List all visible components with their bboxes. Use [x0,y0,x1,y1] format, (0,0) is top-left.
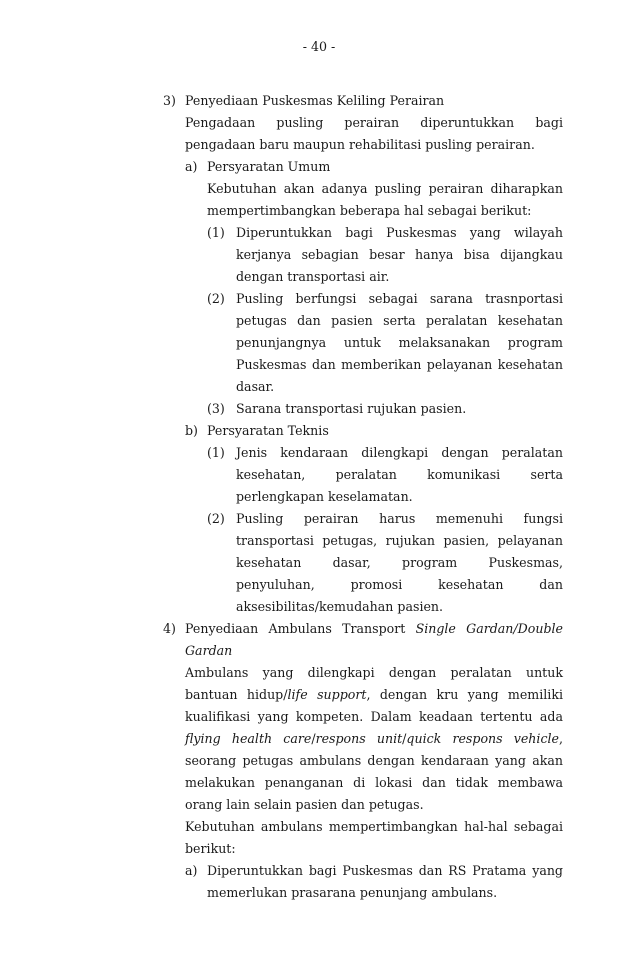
section-3a-heading [0,156,638,178]
section-4-title [185,618,563,662]
section-4-paragraph-1 [0,662,638,816]
list-item-number: (2) [207,291,225,306]
list-item [0,288,638,398]
section-3b-number: b) [185,423,198,438]
section-3-title: Penyediaan Puskesmas Keliling Perairan [185,93,445,108]
italic-term: flying health care [185,731,312,746]
list-item [0,442,638,508]
text-run: Ambulans yang dilengkapi dengan peralatan untuk bantuan hidup/ [185,665,563,702]
list-item [0,222,638,288]
section-4-heading [0,618,638,662]
list-item-number: (1) [207,225,225,240]
text-run: / [311,731,316,746]
section-3a-number: a) [185,159,198,174]
list-item-text: Diperuntukkan bagi Puskesmas dan RS Pratama yang memerlukan prasarana penunjang ambulans. [207,863,563,900]
list-item [0,508,638,618]
italic-term: quick respons vehicle [406,731,559,746]
section-3b-heading [0,420,638,442]
section-4-title-text: Penyediaan Ambulans Transport [185,621,416,636]
section-4-paragraph-2: Kebutuhan ambulans mempertimbangkan hal-hal sebagai berikut: [185,819,563,856]
list-item-text: Diperuntukkan bagi Puskesmas yang wilayah kerjanya sebagian besar hanya bisa dijangkau dengan transportasi air. [236,225,563,284]
section-3-number: 3) [163,93,176,108]
section-4-number: 4) [163,621,176,636]
section-4-title-italic: Single Gardan/Double Gardan [185,621,563,658]
list-item-text: Sarana transportasi rujukan pasien. [236,401,467,416]
document-body [0,90,638,904]
section-3a-intro: Kebutuhan akan adanya pusling perairan diharapkan mempertimbangkan beberapa hal sebagai berikut: [207,181,563,218]
list-item-text: Pusling perairan harus memenuhi fungsi transportasi petugas, rujukan pasien, pelayanan kesehatan dasar, program Puskesmas, penyuluhan, promosi kesehatan dan aksesibilitas/kemudahan pasien. [236,511,563,614]
section-3a-title: Persyaratan Umum [207,159,331,174]
italic-term: respons unit [315,731,403,746]
text-run: , seorang petugas ambulans dengan kendaraan yang akan melakukan penanganan di lokasi dan tidak membawa orang lain selain pasien dan petugas. [185,731,563,812]
list-item-number: (3) [207,401,225,416]
list-item [0,398,638,420]
list-item-number: (1) [207,445,225,460]
italic-term: life support [287,687,367,702]
list-item-number: a) [185,863,198,878]
text-run: / [402,731,407,746]
list-item-number: (2) [207,511,225,526]
section-3-heading [0,90,638,112]
list-item-text: Pusling berfungsi sebagai sarana trasnportasi petugas dan pasien serta peralatan kesehatan penunjangnya untuk melaksanakan program Puskesmas dan memberikan pelayanan kesehatan dasar. [236,291,563,394]
text-run: , dengan kru yang memiliki kualifikasi yang kompeten. Dalam keadaan tertentu ada [185,687,563,724]
page-number: - 40 - [302,39,336,54]
section-3-intro: Pengadaan pusling perairan diperuntukkan bagi pengadaan baru maupun rehabilitasi pusling perairan. [185,115,563,152]
list-item-text: Jenis kendaraan dilengkapi dengan peralatan kesehatan, peralatan komunikasi serta perlengkapan keselamatan. [236,445,563,504]
section-3b-title: Persyaratan Teknis [207,423,329,438]
list-item [0,860,638,904]
